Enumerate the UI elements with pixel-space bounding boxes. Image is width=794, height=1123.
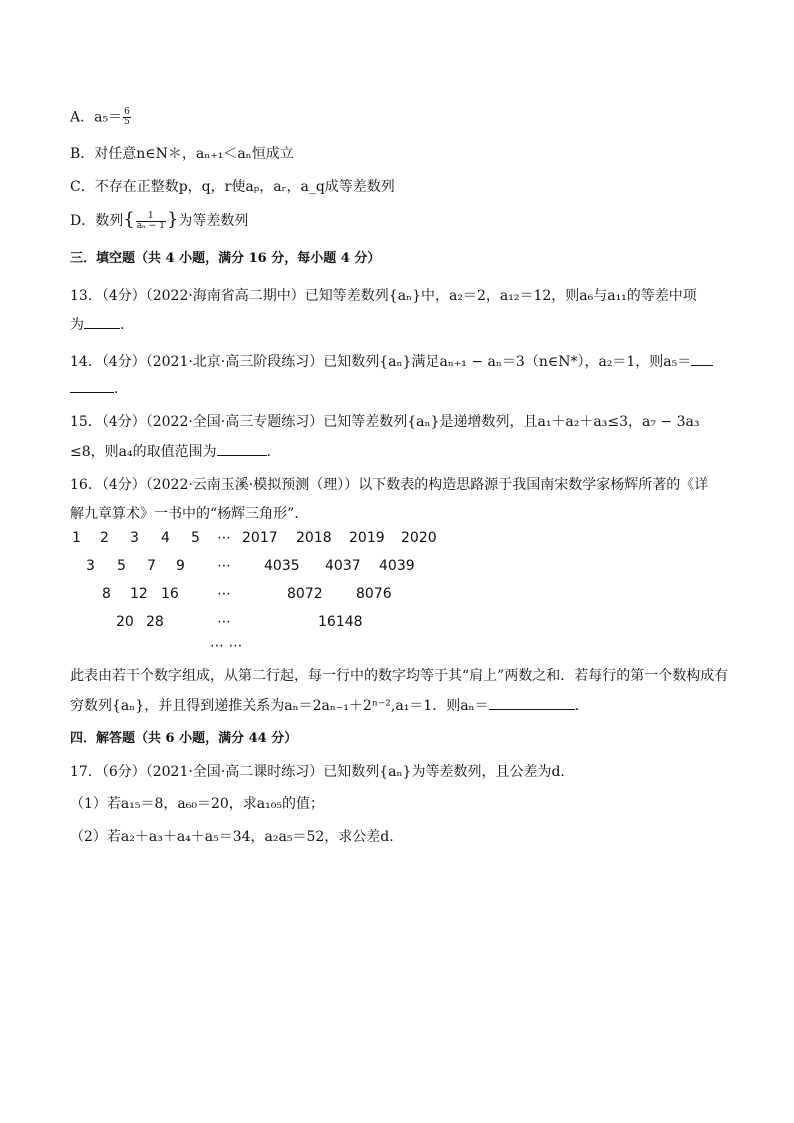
- option-a-frac-den: 5: [124, 117, 130, 127]
- q17-line1: 17．（6分）（2021·全国·高二课时练习）已知数列{aₙ}为等差数列，且公差为d.: [70, 764, 565, 780]
- q15-answer-blank[interactable]: [217, 443, 267, 456]
- triangle-cell: 2: [100, 530, 109, 546]
- option-d-frac-den: aₙ − 1: [136, 220, 165, 231]
- option-d-frac-num: 1: [136, 212, 166, 222]
- triangle-cell: 7: [147, 558, 156, 574]
- triangle-cell: 4035: [264, 558, 300, 574]
- q16-line4-text: 穷数列{aₙ}，并且得到递推关系为aₙ＝2aₙ₋₁＋2ⁿ⁻²,a₁＝1．则aₙ＝: [70, 698, 489, 714]
- option-d-post: 为等差数列: [178, 213, 249, 229]
- q16-line3: 此表由若干个数字组成，从第二行起，每一行中的数字均等于其“肩上”两数之和．若每行的第一个数构成有: [70, 668, 729, 684]
- triangle-cell: ⋯: [217, 586, 231, 602]
- q15-line1: 15．（4分）（2022·全国·高三专题练习）已知等差数列{aₙ}是递增数列，且a₁＋a₂＋a₃≤3，a₇ − 3a₃: [70, 414, 700, 430]
- q13-line2: 为 .: [70, 317, 125, 333]
- triangle-cell: 4037: [325, 558, 361, 574]
- triangle-cell: 5: [191, 530, 200, 546]
- triangle-cell: ⋯: [217, 530, 231, 546]
- triangle-cell: 2018: [296, 530, 332, 546]
- option-a-text: A．a₅＝: [70, 109, 123, 126]
- q13-answer-blank[interactable]: [84, 316, 120, 329]
- triangle-cell: 9: [176, 558, 185, 574]
- q14-line1-text: 14．（4分）（2021·北京·高三阶段练习）已知数列{aₙ}满足aₙ₊₁ − aₙ＝3（n∈N*），a₂＝1，则a₅＝: [70, 354, 692, 370]
- triangle-cell: ⋯: [217, 558, 231, 574]
- option-a-fraction: [123, 108, 131, 127]
- triangle-cell: ⋯: [217, 614, 231, 630]
- triangle-cell: 4039: [379, 558, 415, 574]
- triangle-cell: 2020: [401, 530, 437, 546]
- triangle-cell: 20: [116, 614, 134, 630]
- triangle-cell: 8076: [356, 586, 392, 602]
- q16-line2: 解九章算术》一书中的“杨辉三角形”．: [70, 506, 309, 522]
- triangle-cell: 5: [117, 558, 126, 574]
- q13-line2-text: 为: [70, 317, 84, 333]
- q15-line2: ≤8，则a₄的取值范围为 .: [70, 444, 272, 460]
- triangle-cell: 2019: [349, 530, 385, 546]
- triangle-cell: 12: [130, 586, 148, 602]
- triangle-cell: ⋯ ⋯: [210, 638, 243, 654]
- q13-line1: 13．（4分）（2022·海南省高二期中）已知等差数列{aₙ}中，a₂＝2，a₁₂＝12，则a₆与a₁₁的等差中项: [70, 288, 697, 304]
- triangle-cell: 16: [161, 586, 179, 602]
- q14-answer-blank-start[interactable]: [691, 353, 713, 366]
- triangle-cell: 28: [146, 614, 164, 630]
- triangle-cell: 8072: [287, 586, 323, 602]
- triangle-cell: 4: [161, 530, 170, 546]
- triangle-cell: 16148: [318, 614, 363, 630]
- section-4-title: 四．解答题（共 6 小题，满分 44 分）: [70, 731, 298, 746]
- triangle-cell: 3: [86, 558, 95, 574]
- triangle-cell: 2017: [242, 530, 278, 546]
- q17-part2: （2）若a₂＋a₃＋a₄＋a₅＝34，a₂a₅＝52，求公差d.: [70, 829, 394, 845]
- option-a: [70, 108, 132, 127]
- option-a-frac-num: 6: [124, 107, 130, 117]
- option-d-fraction: [136, 212, 166, 231]
- option-c: C．不存在正整数p，q，r使aₚ，aᵣ，a_q成等差数列: [70, 179, 395, 195]
- triangle-cell: 1: [72, 530, 81, 546]
- option-d: D．数列{ $\frac{1}{\text{aₙ − 1}}$ }为等差数列: [70, 209, 249, 231]
- option-d-text: D．数列: [70, 213, 124, 229]
- option-b: B．对任意n∈N＊，aₙ₊₁＜aₙ恒成立: [70, 146, 294, 162]
- q16-answer-blank[interactable]: [489, 697, 575, 710]
- q15-line2-text: ≤8，则a₄的取值范围为: [70, 444, 217, 460]
- q14-line2: [70, 380, 118, 398]
- q16-line4: 穷数列{aₙ}，并且得到递推关系为aₙ＝2aₙ₋₁＋2ⁿ⁻²,a₁＝1．则aₙ＝ .: [70, 698, 580, 714]
- q14-line2-text: .: [114, 381, 119, 397]
- section-3-title: 三．填空题（共 4 小题，满分 16 分，每小题 4 分）: [70, 251, 381, 266]
- q14-answer-blank-end[interactable]: [70, 380, 114, 393]
- q16-line1: 16．（4分）（2022·云南玉溪·模拟预测（理））以下数表的构造思路源于我国南宋数学家杨辉所著的《详: [70, 477, 709, 493]
- q17-part1: （1）若a₁₅＝8，a₆₀＝20，求a₁₀₅的值；: [70, 796, 324, 812]
- q14-line1: [70, 353, 713, 371]
- triangle-cell: 8: [102, 586, 111, 602]
- triangle-cell: 3: [130, 530, 139, 546]
